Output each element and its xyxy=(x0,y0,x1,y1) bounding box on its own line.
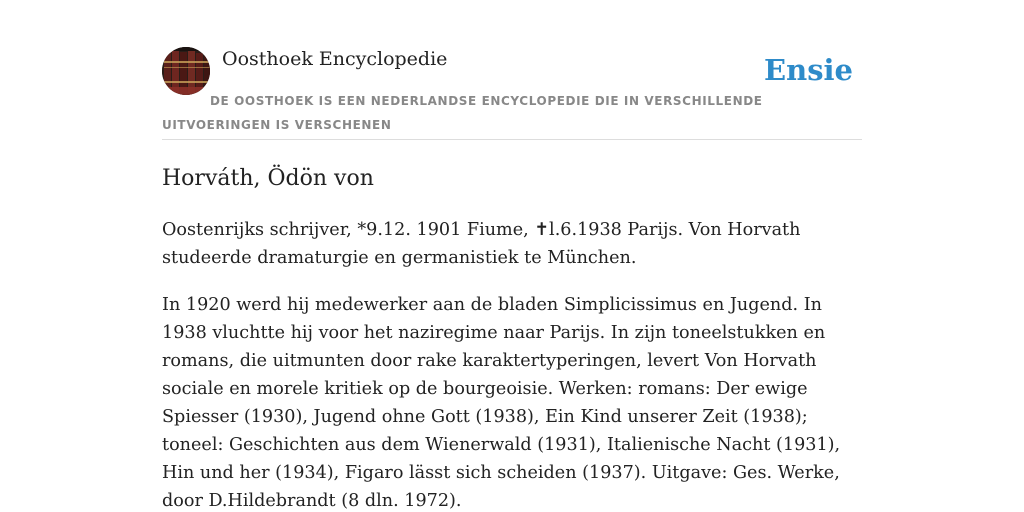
site-name-link[interactable]: Oosthoek Encyclopedie xyxy=(222,48,448,70)
header-divider xyxy=(162,139,862,140)
site-tagline: DE OOSTHOEK IS EEN NEDERLANDSE ENCYCLOPEDIE DIE IN VERSCHILLENDE UITVOERINGEN IS VERSCHENEN xyxy=(162,94,763,132)
encyclopedia-books-icon[interactable] xyxy=(162,47,210,95)
books-image xyxy=(162,47,210,95)
article-paragraph-body: In 1920 werd hij medewerker aan de bladen Simplicissimus en Jugend. In 1938 vluchtte hij voor het naziregime naar Parijs. In zijn toneelstukken en romans, die uitmunten door rake karaktertyperingen, levert Von Horvath sociale en morele kritiek op de bourgeoisie. Werken: romans: Der ewige Spiesser (1930), Jugend ohne Gott (1938), Ein Kind unserer Zeit (1938); toneel: Geschichten aus dem Wienerwald (1931), Italienische Nacht (1931), Hin und her (1934), Figaro lässt sich scheiden (1937). Uitgave: Ges. Werke, door D.Hildebrandt (8 dln. 1972). xyxy=(162,295,841,511)
article-paragraph-intro: Oostenrijks schrijver, *9.12. 1901 Fiume, ✝l.6.1938 Parijs. Von Horvath studeerde dramaturgie en germanistiek te München. xyxy=(162,220,801,268)
article-title: Horváth, Ödön von xyxy=(162,166,374,191)
brand-logo-link[interactable]: Ensie xyxy=(764,53,853,87)
